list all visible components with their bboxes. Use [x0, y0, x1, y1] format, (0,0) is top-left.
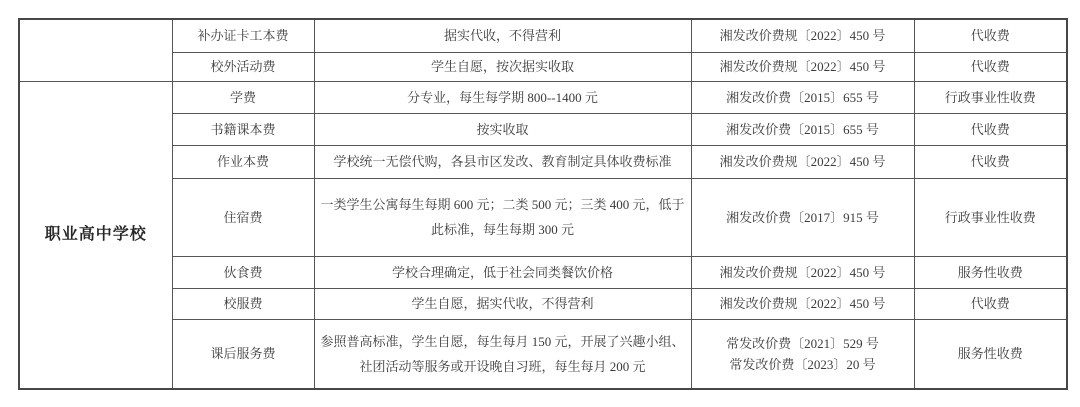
fee-item-cell: 学费 — [172, 81, 314, 113]
school-type-cell-prev — [19, 19, 172, 81]
doc-ref-cell: 湘发改价费规〔2022〕450 号 — [691, 288, 914, 319]
doc-ref-line: 常发改价费〔2021〕529 号 — [726, 335, 879, 351]
table-row — [19, 81, 1067, 113]
school-type-cell: 职业高中学校 — [19, 81, 172, 389]
fee-desc-cell: 一类学生公寓每生每期 600 元；二类 500 元；三类 400 元，低于此标准，每生每期 300 元 — [314, 178, 691, 256]
doc-ref-cell: 湘发改价费规〔2022〕450 号 — [691, 256, 914, 288]
doc-ref-cell: 湘发改价费〔2015〕655 号 — [691, 81, 914, 113]
doc-ref-cell: 湘发改价费规〔2022〕450 号 — [691, 52, 914, 81]
fee-desc-cell: 学生自愿，据实代收，不得营利 — [314, 288, 691, 319]
doc-ref-cell: 湘发改价费〔2015〕655 号 — [691, 113, 914, 145]
fee-item-cell: 书籍课本费 — [172, 113, 314, 145]
category-cell: 代收费 — [914, 145, 1067, 178]
fee-table — [18, 18, 1068, 390]
fee-item-cell: 作业本费 — [172, 145, 314, 178]
category-cell: 行政事业性收费 — [914, 178, 1067, 256]
table-row — [19, 178, 1067, 256]
doc-ref-cell: 湘发改价费规〔2022〕450 号 — [691, 19, 914, 52]
category-cell: 服务性收费 — [914, 256, 1067, 288]
fee-desc-cell: 参照普高标准，学生自愿，每生每月 150 元，开展了兴趣小组、社团活动等服务或开设晚自习班，每生每月 200 元 — [314, 319, 691, 389]
table-row — [19, 256, 1067, 288]
fee-item-cell: 补办证卡工本费 — [172, 19, 314, 52]
doc-ref-cell: 湘发改价费〔2017〕915 号 — [691, 178, 914, 256]
doc-ref-line: 常发改价费〔2023〕20 号 — [729, 356, 876, 372]
table-row — [19, 288, 1067, 319]
fee-item-cell: 校外活动费 — [172, 52, 314, 81]
table-row — [19, 19, 1067, 52]
table-row — [19, 113, 1067, 145]
category-cell: 代收费 — [914, 113, 1067, 145]
category-cell: 服务性收费 — [914, 319, 1067, 389]
category-cell: 行政事业性收费 — [914, 81, 1067, 113]
fee-desc-cell: 学校合理确定，低于社会同类餐饮价格 — [314, 256, 691, 288]
fee-desc-cell: 据实代收，不得营利 — [314, 19, 691, 52]
table-row — [19, 145, 1067, 178]
fee-desc-cell: 学生自愿，按次据实收取 — [314, 52, 691, 81]
doc-ref-cell: 湘发改价费规〔2022〕450 号 — [691, 145, 914, 178]
category-cell: 代收费 — [914, 19, 1067, 52]
fee-item-cell: 住宿费 — [172, 178, 314, 256]
fee-desc-cell: 分专业，每生每学期 800--1400 元 — [314, 81, 691, 113]
category-cell: 代收费 — [914, 52, 1067, 81]
fee-desc-cell: 学校统一无偿代购，各县市区发改、教育制定具体收费标准 — [314, 145, 691, 178]
table-row — [19, 319, 1067, 389]
table-row — [19, 52, 1067, 81]
category-cell: 代收费 — [914, 288, 1067, 319]
fee-desc-cell: 按实收取 — [314, 113, 691, 145]
doc-ref-cell — [691, 319, 914, 389]
fee-item-cell: 校服费 — [172, 288, 314, 319]
fee-item-cell: 伙食费 — [172, 256, 314, 288]
fee-item-cell: 课后服务费 — [172, 319, 314, 389]
